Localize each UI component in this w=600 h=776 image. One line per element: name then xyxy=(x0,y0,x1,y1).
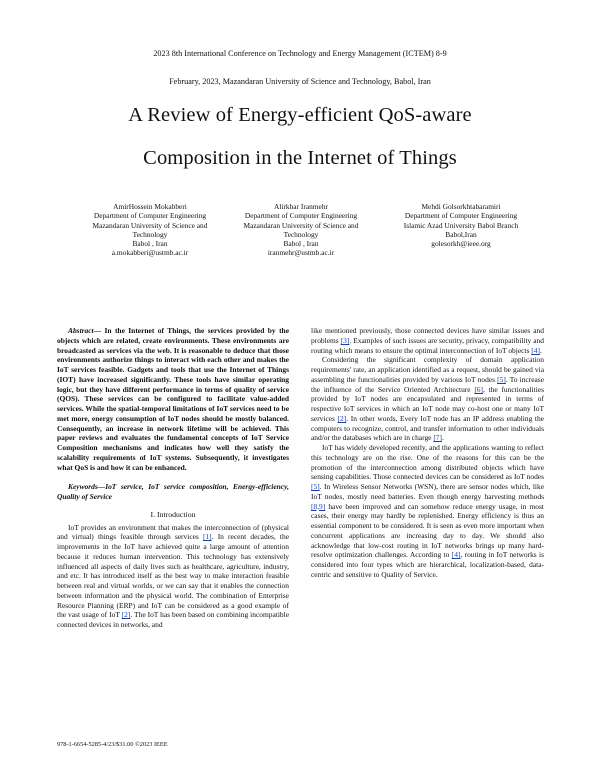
citation-link[interactable]: [4] xyxy=(451,550,461,560)
citation-link[interactable]: [3] xyxy=(340,335,350,345)
author-block-3 xyxy=(376,202,546,248)
author-institution-cont: Technology xyxy=(283,229,319,239)
abstract-text: In the Internet of Things, the services provided by the objects which are related, create environments. These environments are broadcasted as services via the web. It is reasonable to deduce that those environments authorize things to interact with each other and makes the IoT services feasible. Gadgets and tools that use the Internet of Things (IOT) have increased significantly. These tools have similar operating logic, but they have different performance in terms of quality of service (QOS). These services can be configured to facilitate value-added services. While the spatial-temporal limitations of IoT services need to be met more, energy consumption of IoT nodes should be mostly balanced. Consequently, an increase in network lifetime will be achieved. This paper reviews and evaluates the fundamental concepts of IoT Service Composition mechanisms and indicates how well they satisfy the scalability requirements of IoT systems. Subsequently, it investigates what QoS is and how it can be enhanced. xyxy=(57,326,289,472)
conference-date-location: February, 2023, Mazandaran University of Science and Technology, Babol, Iran xyxy=(169,77,431,86)
author-institution-cont: Technology xyxy=(132,229,168,239)
author-institution-cont: Babol,Iran xyxy=(445,229,477,239)
copyright-footer: 978-1-6654-5285-4/23/$31.00 ©2023 IEEE xyxy=(57,741,168,748)
intro-paragraph-4: IoT has widely developed recently, and the applications wanting to reflect this technology are on the rise. One of the reasons for this can be the promotion of the interconnection among distributed objects which have sensing capabilities. Those connected devices can be considered as IoT nodes [5]. In Wireless Sensor Networks (WSN), there are sensor nodes which, like IoT nodes, mostly need batteries. Even though energy harvesting methods [8,9] have been improved and can somehow reduce energy usage, in most cases, their energy may hardly be replenished. Energy efficiency is thus an essential component to be considered. It is seen as even more important when concurrent applications are increasing day to day. We should also acknowledge that low-cost routing in IoT networks brings up many hard-resolve optimization challenges. According to [4], routing in IoT networks is considered into four types which are hierarchical, localization-based, data-centric and sensitive to Quality of Service. xyxy=(311,443,544,579)
author-institution: Islamic Azad University Babol Branch xyxy=(403,220,519,230)
paper-title-line-2: Composition in the Internet of Things xyxy=(143,147,457,169)
author-name: Mehdi Golsorkhtabaramiri xyxy=(421,202,501,211)
author-email: iranmehr@ustmb.ac.ir xyxy=(267,248,335,258)
citation-link[interactable]: [4] xyxy=(531,345,540,355)
keywords-text: IoT service, IoT service composition, Energy-efficiency, Quality of Service xyxy=(57,482,289,501)
keywords-label: Keywords— xyxy=(68,482,106,492)
citation-link[interactable]: [6] xyxy=(474,384,484,394)
conference-header: 2023 8th International Conference on Technology and Energy Management (ICTEM) 8-9 xyxy=(153,49,447,58)
intro-paragraph-1: IoT provides an environment that makes the interconnection of (physical and virtual) things feasible through services [1]. In recent decades, the improvements in the IoT have achieved quite a large amount of attention because it reduces human intervention. This technology has extensively influenced all aspects of daily lives such as healthcare, agriculture, industry, and etc. It has introduced itself as the best way to make interaction feasible between real and virtual worlds, or we can say that it enables the connection between information and the physical world. The combination of Enterprise Resource Planning (ERP) and IoT can be considered as a good example of the vast usage of IoT [2]. The IoT has been based on combining incompatible connected devices in networks, and xyxy=(57,522,290,629)
abstract xyxy=(57,326,289,472)
citation-link[interactable]: [2] xyxy=(121,610,131,620)
citation-link[interactable]: [2] xyxy=(337,413,347,423)
section-heading-introduction: I. Introduction xyxy=(150,509,196,519)
abstract-label: Abstract— xyxy=(68,326,102,335)
intro-paragraph-2: like mentioned previously, those connected devices have similar issues and problems [3]. Examples of such issues are security, privacy, compatibility and routing which means to ensure the optimal interconnection of IoT objects [4]. xyxy=(311,326,544,355)
left-column xyxy=(57,326,289,630)
paper-title-line-1: A Review of Energy-efficient QoS-aware xyxy=(128,104,472,126)
author-block-1 xyxy=(65,202,235,258)
citation-link[interactable]: [5] xyxy=(311,482,320,491)
author-city: Babol , Iran xyxy=(283,239,319,249)
author-email: a.mokabberi@ustmb.ac.ir xyxy=(111,248,189,258)
keywords xyxy=(57,482,289,502)
author-institution: Mazandaran University of Science and xyxy=(92,220,208,230)
author-department: Department of Computer Engineering xyxy=(404,211,518,221)
intro-paragraph-3: Considering the significant complexity of domain application requirements' rate, an application identified as a request, should be gained via assembling the functionalities provided by various IoT nodes [5]. To increase the influence of the Service Oriented Architecture [6], the functionalities provided by IoT nodes are encapsulated and represented in terms of respective IoT services in which an IoT node may co-host one or many IoT services [2]. In other words, Every IoT node has an IP address enabling the computers to recognize, control, and transfer information to other individuals and/or the databases which are in charge [7]. xyxy=(311,355,545,443)
author-block-2 xyxy=(216,202,386,258)
author-email: golesorkh@ieee.org xyxy=(431,239,491,249)
author-name: Alirkbar Iranmehr xyxy=(274,202,328,211)
author-name: AmirHossein Mokabberi xyxy=(113,202,187,211)
author-department: Department of Computer Engineering xyxy=(244,211,358,221)
citation-link[interactable]: [5] xyxy=(497,374,506,384)
right-column xyxy=(311,326,544,580)
author-department: Department of Computer Engineering xyxy=(93,211,207,221)
citation-link[interactable]: [8,9] xyxy=(311,501,326,511)
citation-link[interactable]: [1] xyxy=(202,532,212,542)
citation-link[interactable]: [7] xyxy=(433,433,443,443)
author-institution: Mazandaran University of Science and xyxy=(243,220,359,230)
author-city: Babol , Iran xyxy=(132,239,168,249)
